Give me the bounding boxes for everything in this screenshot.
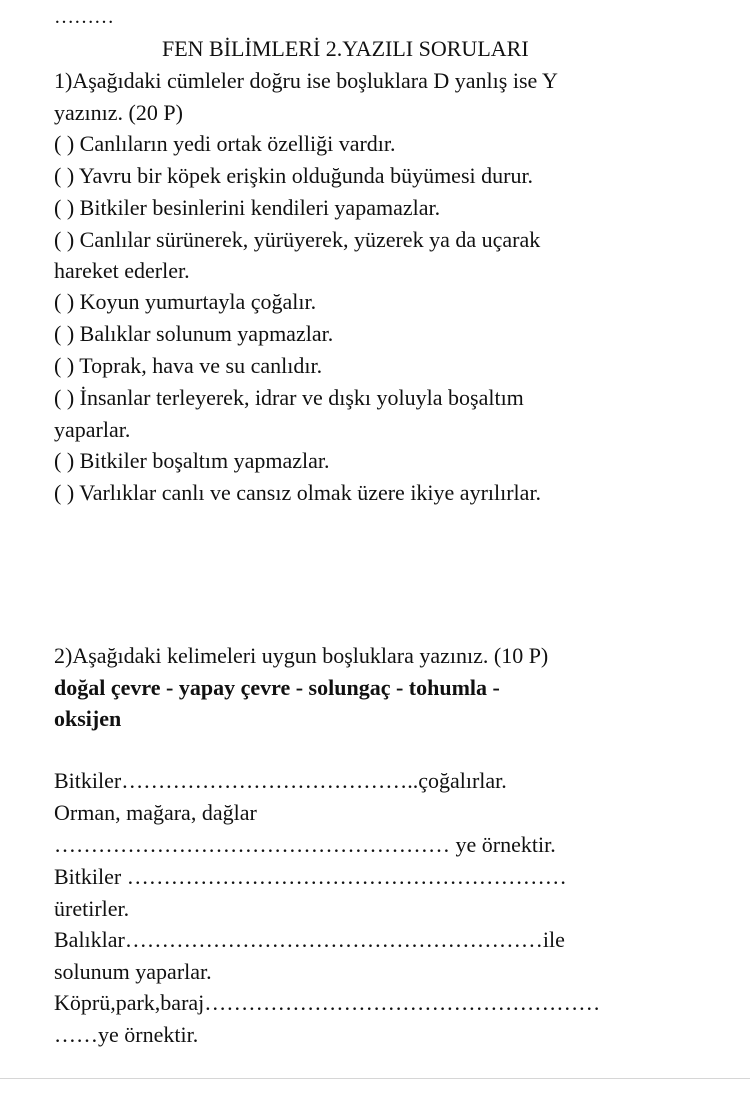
q2-blank-2-continued[interactable]: ……………………………………………… ye örnektir. (54, 832, 556, 857)
q1-item-9[interactable]: ( ) Bitkiler boşaltım yapmazlar. (54, 448, 330, 473)
q2-blank-4-continued: solunum yaparlar. (54, 959, 212, 984)
q1-item-6[interactable]: ( ) Balıklar solunum yapmazlar. (54, 321, 334, 346)
q1-item-7[interactable]: ( ) Toprak, hava ve su canlıdır. (54, 353, 323, 378)
q1-item-5[interactable]: ( ) Koyun yumurtayla çoğalır. (54, 289, 317, 314)
q2-blank-3-continued: üretirler. (54, 896, 130, 921)
q1-item-3[interactable]: ( ) Bitkiler besinlerini kendileri yapamazlar. (54, 195, 441, 220)
q2-blank-5[interactable]: Köprü,park,baraj……………………………………………… (54, 990, 601, 1015)
q2-word-bank-line1: doğal çevre - yapay çevre - solungaç - tohumla - (54, 675, 500, 700)
q2-blank-2[interactable]: Orman, mağara, dağlar (54, 800, 257, 825)
q2-prompt: 2)Aşağıdaki kelimeleri uygun boşluklara yazınız. (10 P) (54, 643, 549, 668)
q1-item-10[interactable]: ( ) Varlıklar canlı ve cansız olmak üzere ikiye ayrılırlar. (54, 480, 542, 505)
q1-prompt-line2: yazınız. (20 P) (54, 100, 183, 125)
q2-blank-5-continued[interactable]: ……ye örnektir. (54, 1022, 199, 1047)
q1-item-4-continued: hareket ederler. (54, 258, 190, 283)
page-bottom-divider (0, 1078, 750, 1079)
q1-item-1[interactable]: ( ) Canlıların yedi ortak özelliği vardır. (54, 131, 396, 156)
q1-item-8[interactable]: ( ) İnsanlar terleyerek, idrar ve dışkı yoluyla boşaltım (54, 385, 524, 410)
page-title: FEN BİLİMLERİ 2.YAZILI SORULARI (162, 36, 529, 61)
q2-word-bank-line2: oksijen (54, 706, 122, 731)
header-dots: ……… (54, 6, 114, 28)
q2-blank-1[interactable]: Bitkiler…………………………………..çoğalırlar. (54, 768, 507, 793)
q1-prompt-line1: 1)Aşağıdaki cümleler doğru ise boşluklara D yanlış ise Y (54, 68, 558, 93)
q2-blank-3[interactable]: Bitkiler …………………………………………………… (54, 864, 567, 889)
q1-item-4[interactable]: ( ) Canlılar sürünerek, yürüyerek, yüzerek ya da uçarak (54, 227, 541, 252)
q1-item-8-continued: yaparlar. (54, 417, 131, 442)
q2-blank-4[interactable]: Balıklar…………………………………………………ile (54, 927, 565, 952)
q1-item-2[interactable]: ( ) Yavru bir köpek erişkin olduğunda büyümesi durur. (54, 163, 534, 188)
